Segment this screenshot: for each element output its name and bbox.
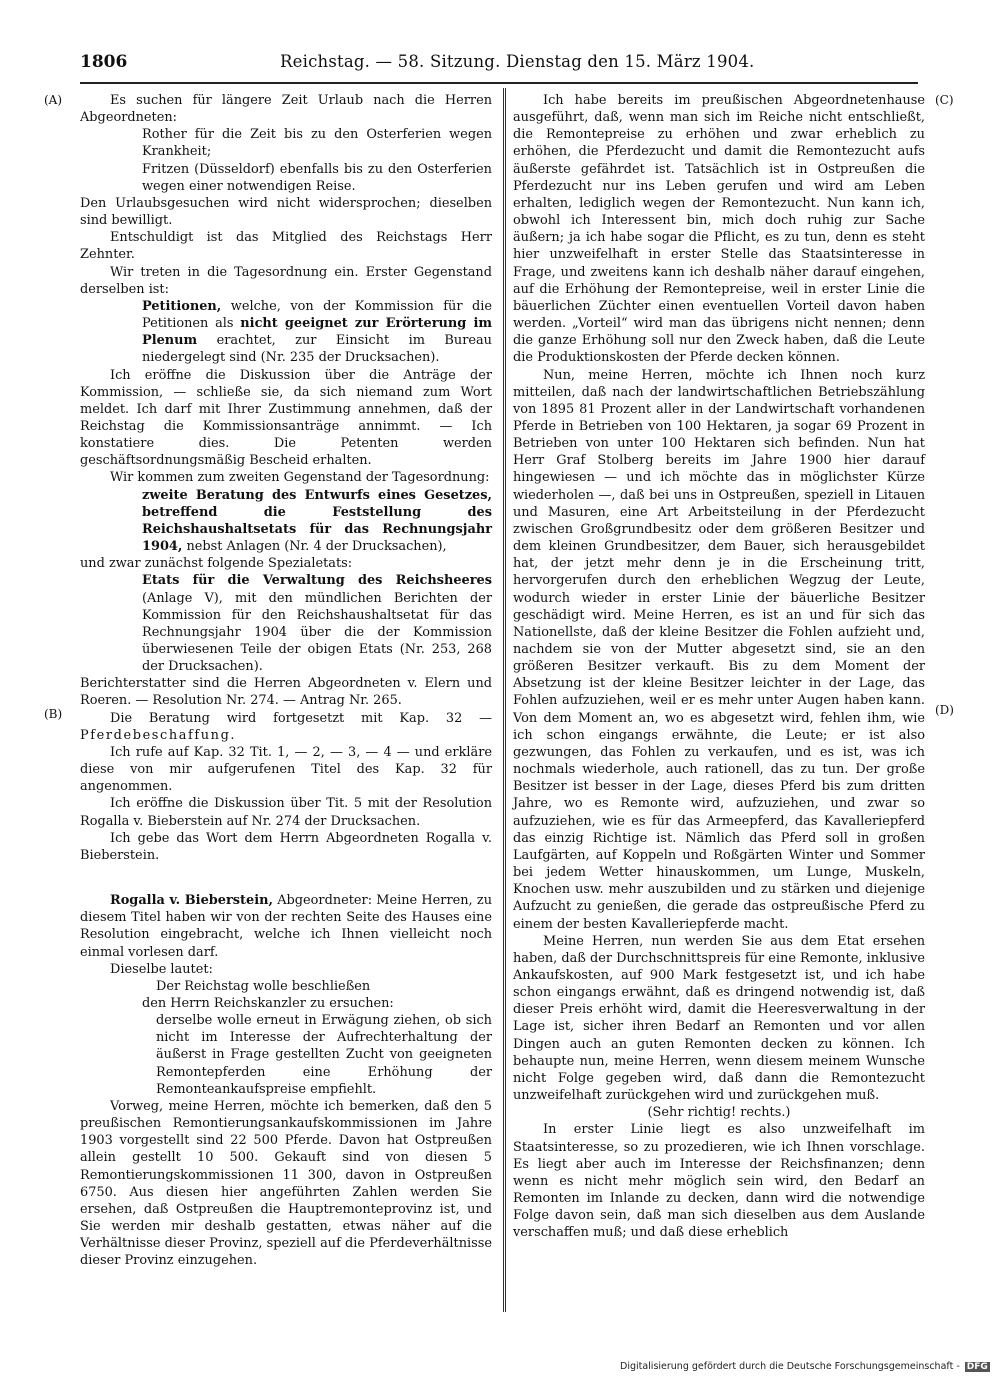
bold-text: Etats für die Verwaltung des Reichsheeres — [142, 573, 492, 589]
paragraph: Entschuldigt ist das Mitglied des Reichstags Herr Zehnter. — [80, 230, 492, 263]
margin-mark-a: (A) — [44, 93, 63, 107]
text: nebst Anlagen (Nr. 4 der Drucksachen), — [182, 539, 447, 555]
page-number: 1806 — [80, 52, 128, 72]
column-divider — [503, 88, 506, 1312]
paragraph: Ich gebe das Wort dem Herrn Abgeordneten Rogalla v. Bieberstein. — [80, 830, 492, 863]
paragraph: Vorweg, meine Herren, möchte ich bemerken, daß den 5 preußischen Remontierungsankaufskommissionen im Jahre 1903 vorgestellt sind 22 500 Pferde. Davon hat Ostpreußen allein gestellt 10 500. Gekauft sind von diesen 5 Remontierungskommissionen 11 300, davon in Ostpreußen 6750. Aus diesen hier angeführten Zahlen werden Sie ersehen, daß Ostpreußen die Hauptremonteprovinz ist, und Sie werden mir deshalb gestatten, etwas näher auf die Verhältnisse dieser Provinz, speziell auf die Pferdeverhältnisse dieser Provinz einzugehen. — [80, 1098, 492, 1269]
interjection: (Sehr richtig! rechts.) — [647, 1105, 791, 1121]
running-head: Reichstag. — 58. Sitzung. Dienstag den 15. März 1904. — [280, 52, 755, 71]
paragraph: In erster Linie liegt es also unzweifelhaft im Staatsinteresse, so zu prozedieren, wie ich Ihnen vorschlage. Es liegt aber auch im Interesse der Reichsfinanzen; denn wenn es nicht mehr möglich sein wird, den Bedarf an Remonten im Inlande zu decken, dann wird die notwendige Folge davon sein, daß man sich dieselben aus dem Auslande verschaffen muß; und daß diese erheblich — [513, 1122, 925, 1241]
right-column — [513, 92, 925, 1241]
margin-mark-c: (C) — [935, 93, 954, 107]
paragraph: Ich rufe auf Kap. 32 Tit. 1, — 2, — 3, — 4 — und erkläre diese von mir aufgerufenen Titel des Kap. 32 für angenommen. — [80, 744, 492, 795]
paragraph: Ich habe bereits im preußischen Abgeordnetenhause ausgeführt, daß, wenn man sich im Reiche nicht entschließt, die Remontepreise zu erhöhen und zwar erheblich zu erhöhen, die Pferdezucht und damit die Remontezucht aufs äußerste gefährdet ist. Tatsächlich ist in Ostpreußen die Pferdezucht nur ins Leben gerufen und wird am Leben erhalten, lediglich wegen der Remontezucht. Nun kann ich, obwohl ich Interessent bin, mich doch ruhig zur Sache äußern; ja ich habe sogar die Pflicht, es zu tun, denn es steht hier unzweifelhaft in erster Stelle das Staatsinteresse in Frage, und zweitens kann ich deshalb näher darauf eingehen, auf die Erhöhung der Remontepreise, weil in erster Linie die bäuerlichen Züchter einen eventuellen Vorteil davon haben werden. „Vorteil“ wird man das übrigens nicht nennen; denn die ganze Erhöhung soll nur den Zweck haben, daß die Leute die Produktionskosten der Pferde decken können. — [513, 93, 925, 366]
resolution-text: derselbe wolle erneut in Erwägung ziehen, ob sich nicht im Interesse der Aufrechterhaltung der äußerst in Frage gestellten Zucht von geeigneten Remontepferden eine Erhöhung der Remonteankaufspreise empfiehlt. — [156, 1013, 492, 1097]
bold-text: Petitionen, — [142, 298, 222, 314]
page-header — [80, 52, 918, 80]
paragraph: Rother für die Zeit bis zu den Osterferien wegen Krankheit; — [142, 127, 492, 160]
section-gap — [80, 864, 492, 892]
text: erachtet, zur Einsicht im Bureau niedergelegt sind (Nr. 235 der Drucksachen). — [142, 333, 492, 366]
spaced-text: Pferdebeschaffung. — [80, 727, 237, 743]
footer-text: Digitalisierung gefördert durch die Deutsche Forschungsgemeinschaft - — [620, 1361, 960, 1372]
bold-text: nicht geeignet zur Erörterung im Plenum — [142, 316, 492, 349]
text: welche, von der Kommission für die Petitionen als — [142, 298, 492, 332]
agenda-item — [80, 572, 492, 675]
text: Abgeordneter: Meine Herren, zu diesem Titel haben wir von der rechten Seite des Hauses eine Resolution eingebracht, welche ich Ihnen vielleicht noch einmal vorlesen darf. — [80, 893, 492, 960]
paragraph: Wir treten in die Tagesordnung ein. Erster Gegenstand derselben ist: — [80, 264, 492, 297]
bold-text: zweite Beratung des Entwurfs eines Gesetzes, betreffend die Feststellung des Reichshaushaltsetats für das Rechnungsjahr 1904, — [142, 487, 492, 555]
paragraph: Meine Herren, nun werden Sie aus dem Etat ersehen haben, daß der Durchschnittspreis für eine Remonte, inklusive Ankaufskosten, auf 900 Mark festgesetzt ist, und ich habe schon eingangs erwähnt, daß es dringend notwendig ist, daß dieser Preis erhöht wird, damit die Heeresverwaltung in der Lage ist, sicher ihren Bedarf an Remonten und vor allen Dingen auch an guten Remonten decken zu können. Ich behaupte nun, meine Herren, wenn diesem meinem Wunsche nicht Folge gegeben wird, daß dann die Remontezucht unzweifelhaft zurückgehen wird und zurückgehen muß. — [513, 933, 925, 1104]
speech-paragraph — [80, 892, 492, 961]
margin-mark-d: (D) — [935, 703, 954, 717]
paragraph: Nun, meine Herren, möchte ich Ihnen noch kurz mitteilen, daß nach der landwirtschaftlichen Betriebszählung von 1895 81 Prozent aller in der Landwirtschaft vorhandenen Pferde in Betrieben von 100 Hektaren, ja sogar 69 Prozent in Betrieben von unter 100 Hektaren sich befinden. Nun hat Herr Graf Stolberg bereits im Jahre 1900 hier darauf hingewiesen — und ich möchte das in möglichster Kürze wiederholen —, daß bei uns in Ostpreußen, speziell in Litauen und Masuren, eine Art Arbeitsteilung in der Pferdezucht zwischen Großgrundbesitz oder dem größeren Besitzer und dem kleinen Grundbesitzer, dem Bauer, sich herausgebildet hat, der jetzt mehr denn je in die Erscheinung tritt, hervorgerufen durch den erheblichen Wegzug der Leute, wodurch wieder in erster Linie der bäuerliche Besitzer geschädigt wird. Meine Herren, es ist an und für sich das Nationellste, daß der kleine Besitzer die Fohlen aufzieht und, nachdem sie von der Mutter abgesetzt sind, sie an den größeren Besitzer verkauft. Bis zu dem Moment der Absetzung ist der kleine Besitzer leichter in der Lage, das Fohlen aufzuziehen, weil er es mehr unter Augen haben kann. Von dem Moment an, wo es abgesetzt wird, fehlen ihm, wie ich schon eingangs erwähnte, die Leute; er ist also gezwungen, das Fohlen zu verkaufen, und es ist, was ich nochmals wiederhole, auch rationell, das zu tun. Der große Besitzer ist besser in der Lage, dieses Pferd bis zum dritten Jahre, wo es Remonte wird, aufzuziehen, und zwar so aufzuziehen, wie es für das Armeepferd, das Kavalleriepferd das einzig Richtige ist. Nämlich das Pferd soll in großen Laufgärten, auf Koppeln und Roßgärten Winter und Sommer bei jedem Wetter hinauskommen, um Lunge, Muskeln, Knochen usw. mehr auszubilden und zu stärken und diejenige Aufzucht zu genießen, die gerade das ostpreußische Pferd zu einem der besten Kavalleriepferde macht. — [513, 367, 925, 932]
paragraph: und zwar zunächst folgende Spezialetats: — [80, 556, 353, 572]
paragraph: Der Reichstag wolle beschließen — [156, 978, 371, 994]
paragraph: Wir kommen zum zweiten Gegenstand der Tagesordnung: — [110, 470, 490, 486]
dfg-logo: DFG — [966, 1362, 988, 1372]
paragraph: Ich eröffne die Diskussion über die Anträge der Kommission, — schließe sie, da sich niemand zum Wort meldet. Ich darf mit Ihrer Zustimmung annehmen, daß der Reichstag die Kommissionsanträge annimmt. — Ich konstatiere dies. Die Petenten werden geschäftsordnungsmäßig Bescheid erhalten. — [80, 367, 492, 469]
paragraph: Ich eröffne die Diskussion über Tit. 5 mit der Resolution Rogalla v. Bieberstein auf Nr. 274 der Drucksachen. — [80, 796, 492, 829]
paragraph — [80, 710, 492, 744]
text: (Anlage V), mit den mündlichen Berichten der Kommission für den Reichshaushaltsetat für das Rechnungsjahr 1904 über die der Kommission überwiesenen Teile der obigen Etats (Nr. 253, 268 der Drucksachen). — [142, 590, 492, 675]
text: Die Beratung wird fortgesetzt mit Kap. 32 — — [110, 710, 492, 726]
agenda-item — [80, 487, 492, 556]
paragraph: Den Urlaubsgesuchen wird nicht widersprochen; dieselben sind bewilligt. — [80, 195, 492, 229]
header-rule — [80, 82, 918, 84]
paragraph: Fritzen (Düsseldorf) ebenfalls bis zu den Osterferien wegen einer notwendigen Reise. — [142, 161, 492, 194]
speaker-name: Rogalla v. Bieberstein, — [110, 893, 273, 909]
paragraph: Berichterstatter sind die Herren Abgeordneten v. Elern und Roeren. — Resolution Nr. 274. — Antrag Nr. 265. — [80, 676, 492, 709]
paragraph: Es suchen für längere Zeit Urlaub nach die Herren Abgeordneten: — [80, 93, 492, 126]
paragraph: den Herrn Reichskanzler zu ersuchen: — [142, 995, 394, 1011]
margin-mark-b: (B) — [44, 707, 63, 721]
paragraph: Dieselbe lautet: — [110, 961, 213, 977]
agenda-item — [80, 298, 492, 367]
left-column — [80, 92, 492, 1269]
footer — [620, 1361, 1000, 1377]
